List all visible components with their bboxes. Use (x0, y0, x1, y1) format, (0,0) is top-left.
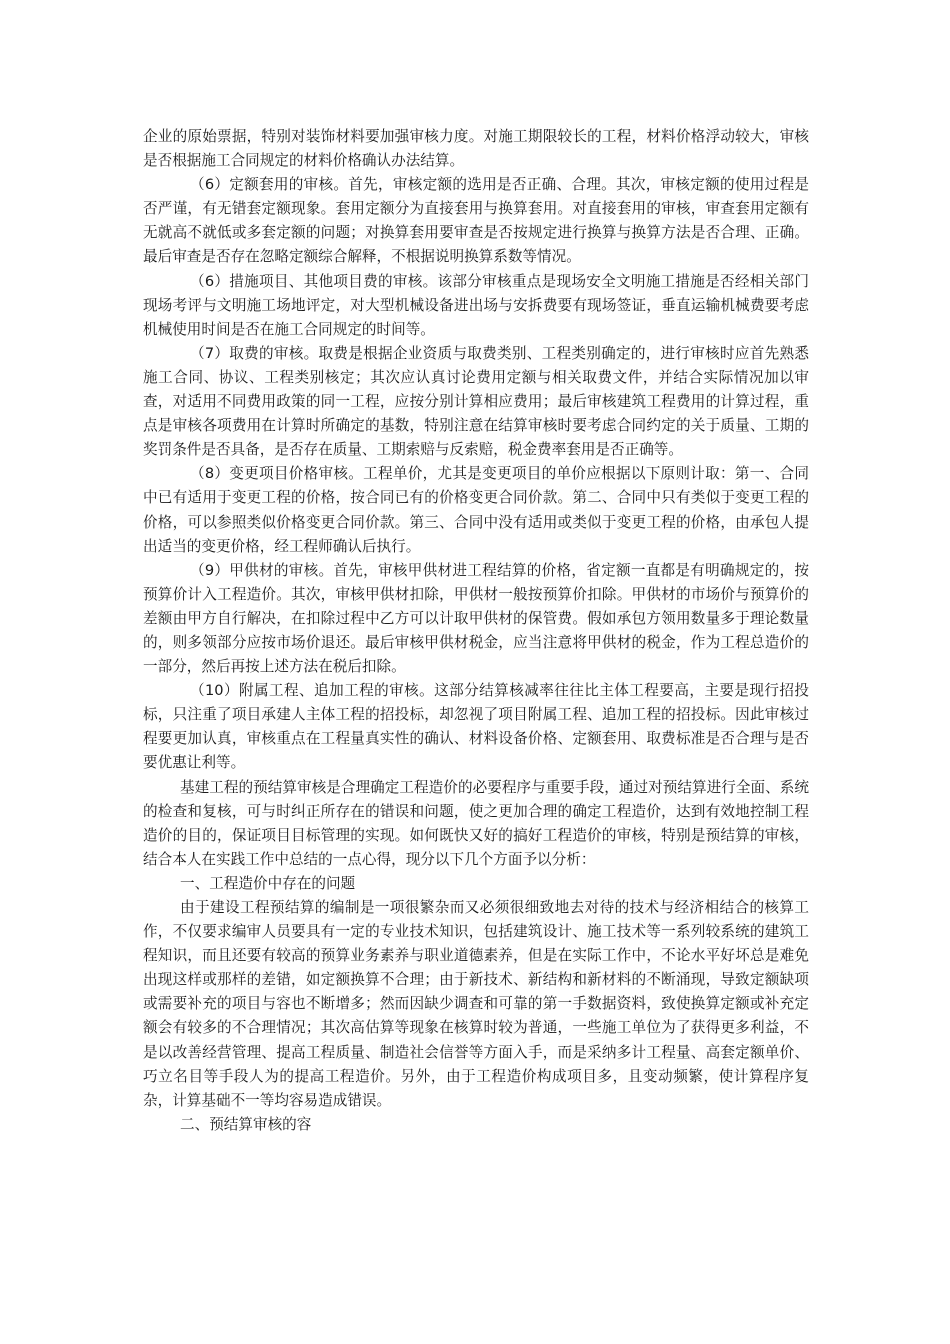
section-heading-review-content: 二、预结算审核的容 (180, 1115, 312, 1133)
document-body (143, 125, 809, 1137)
paragraph-materials-continued: 企业的原始票据，特别对装饰材料要加强审核力度。对施工期限较长的工程，材料价格浮动较大，审核是否根据施工合同规定的材料价格确认办法结算。 (143, 128, 809, 170)
paragraph-introduction: 基建工程的预结算审核是合理确定工程造价的必要程序与重要手段，通过对预结算进行全面、系统的检查和复核，可与时纠正所存在的错误和问题，使之更加合理的确定工程造价，达到有效地控制工程造价的目的，保证项目目标管理的实现。如何既快又好的搞好工程造价的审核，特别是预结算的审核，结合本人在实践工作中总结的一点心得，现分以下几个方面予以分析： (143, 778, 809, 868)
paragraph-fee-review: （7）取费的审核。取费是根据企业资质与取费类别、工程类别确定的，进行审核时应首先熟悉施工合同、协议、工程类别核定；其次应认真讨论费用定额与相关取费文件，并结合实际情况加以审查，对适用不同费用政策的同一工程，应按分别计算相应费用；最后审核建筑工程费用的计算过程，重点是审核各项费用在计算时所确定的基数，特别注意在结算审核时要考虑合同约定的关于质量、工期的奖罚条件是否具备，是否存在质量、工期索赔与反索赔，税金费率套用是否正确等。 (143, 344, 809, 459)
paragraph-problems: 由于建设工程预结算的编制是一项很繁杂而又必须很细致地去对待的技术与经济相结合的核算工作，不仅要求编审人员要具有一定的专业技术知识，包括建筑设计、施工技术等一系列较系统的建筑工程知识，而且还要有较高的预算业务素养与职业道德素养，但是在实际工作中，不论水平好坏总是难免出现这样或那样的差错，如定额换算不合理；由于新技术、新结构和新材料的不断涌现，导致定额缺项或需要补充的项目与容也不断增多；然而因缺少调查和可靠的第一手数据资料，致使换算定额或补充定额会有较多的不合理情况；其次高估算等现象在核算时较为普通，一些施工单位为了获得更多利益，不是以改善经营管理、提高工程质量、制造社会信誉等方面入手，而是采纳多计工程量、高套定额单价、巧立名目等手段人为的提高工程造价。另外，由于工程造价构成项目多，且变动频繁，使计算程序复杂，计算基础不一等均容易造成错误。 (143, 899, 809, 1109)
paragraph-measures-review: （6）措施项目、其他项目费的审核。该部分审核重点是现场安全文明施工措施是否经相关部门现场考评与文明施工场地评定，对大型机械设备进出场与安拆费要有现场签证，垂直运输机械费要考虑机械使用时间是否在施工合同规定的时间等。 (143, 272, 809, 338)
paragraph-ancillary-works-review: （10）附属工程、追加工程的审核。这部分结算核减率往往比主体工程要高，主要是现行招投标，只注重了项目承建人主体工程的招投标，却忽视了项目附属工程、追加工程的招投标。因此审核过程要更加认真，审核重点在工程量真实性的确认、材料设备价格、定额套用、取费标准是否合理与是否要优惠让利等。 (143, 682, 809, 772)
paragraph-change-price-review: （8）变更项目价格审核。工程单价，尤其是变更项目的单价应根据以下原则计取：第一、合同中已有适用于变更工程的价格，按合同已有的价格变更合同价款。第二、合同中只有类似于变更工程的价格，可以参照类似价格变更合同价款。第三、合同中没有适用或类似于变更工程的价格，由承包人提出适当的变更价格，经工程师确认后执行。 (143, 465, 809, 555)
paragraph-quota-review: （6）定额套用的审核。首先，审核定额的选用是否正确、合理。其次，审核定额的使用过程是否严谨，有无错套定额现象。套用定额分为直接套用与换算套用。对直接套用的审核，审查套用定额有无就高不就低或多套定额的问题；对换算套用要审查是否按规定进行换算与换算方法是否合理、正确。最后审查是否存在忽略定额综合解释，不根据说明换算系数等情况。 (143, 176, 809, 266)
paragraph-owner-supplied-material-review: （9）甲供材的审核。首先，审核甲供材进工程结算的价格，省定额一直都是有明确规定的，按预算价计入工程造价。其次，审核甲供材扣除，甲供材一般按预算价扣除。甲供材的市场价与预算价的差额由甲方自行解决，在扣除过程中乙方可以计取甲供材的保管费。假如承包方领用数量多于理论数量的，则多领部分应按市场价退还。最后审核甲供材税金，应当注意将甲供材的税金，作为工程总造价的一部分，然后再按上述方法在税后扣除。 (143, 561, 809, 676)
section-heading-problems: 一、工程造价中存在的问题 (180, 874, 356, 892)
